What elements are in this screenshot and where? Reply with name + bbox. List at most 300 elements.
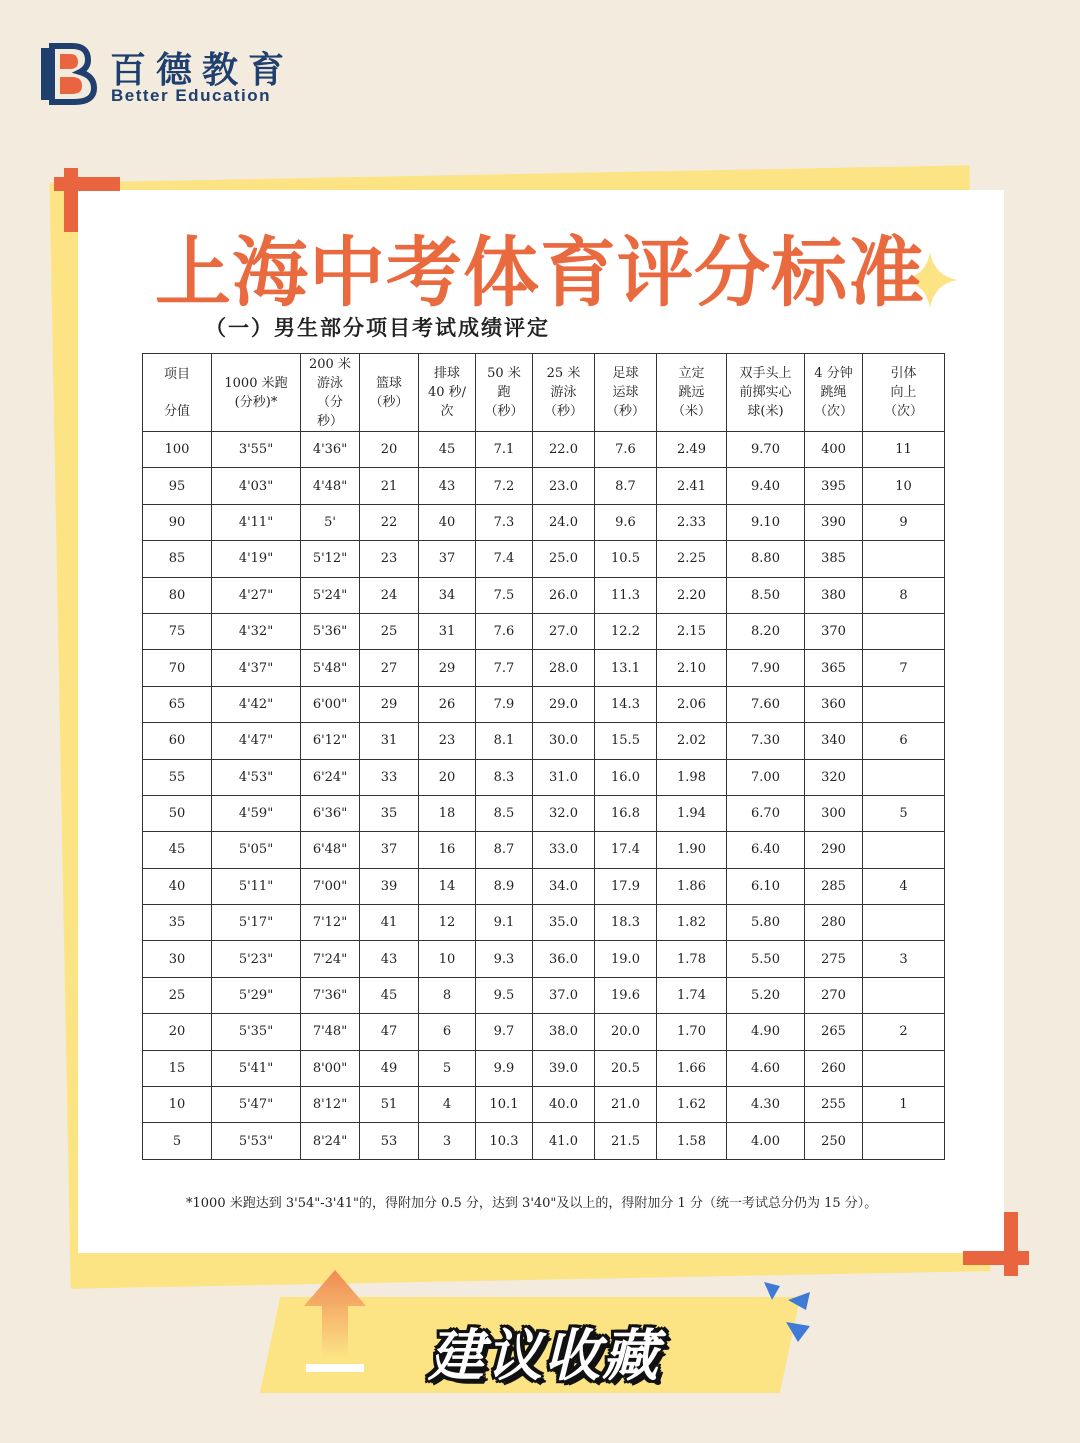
table-cell: 285: [805, 868, 863, 904]
table-cell: 7.00: [727, 759, 805, 795]
table-cell: 1.70: [657, 1014, 727, 1050]
table-cell: [863, 613, 945, 649]
table-cell: 13.1: [595, 650, 657, 686]
table-cell: 100: [143, 432, 212, 468]
column-header-line: 50 米: [487, 366, 521, 381]
table-cell: 30: [143, 941, 212, 977]
table-cell: 8'12": [301, 1087, 360, 1123]
table-cell: 6'48": [301, 832, 360, 868]
table-cell: 25: [143, 977, 212, 1013]
table-cell: 6.10: [727, 868, 805, 904]
table-cell: 21: [360, 468, 419, 504]
table-cell: 35: [360, 795, 419, 831]
table-cell: 365: [805, 650, 863, 686]
table-cell: 8.9: [476, 868, 533, 904]
table-cell: 4.60: [727, 1050, 805, 1086]
up-arrow-icon: [302, 1268, 368, 1374]
table-cell: 34: [419, 577, 476, 613]
table-cell: 1.94: [657, 795, 727, 831]
table-cell: 4'59": [212, 795, 301, 831]
table-cell: 22: [360, 504, 419, 540]
table-cell: 260: [805, 1050, 863, 1086]
table-subtitle: （一）男生部分项目考试成绩评定: [205, 315, 550, 340]
table-cell: 2.49: [657, 432, 727, 468]
table-cell: 2.02: [657, 723, 727, 759]
table-cell: 7: [863, 650, 945, 686]
table-cell: 2.41: [657, 468, 727, 504]
table-cell: 6.70: [727, 795, 805, 831]
column-header-line: 立定: [678, 366, 705, 381]
table-cell: 7'36": [301, 977, 360, 1013]
table-cell: [863, 1123, 945, 1159]
column-header-line: （次）: [813, 404, 853, 419]
table-cell: 38.0: [533, 1014, 595, 1050]
table-cell: 3: [419, 1123, 476, 1159]
table-cell: 2.33: [657, 504, 727, 540]
table-cell: 12: [419, 905, 476, 941]
table-cell: 5'11": [212, 868, 301, 904]
table-cell: 4'03": [212, 468, 301, 504]
table-cell: 5'23": [212, 941, 301, 977]
table-cell: 37: [360, 832, 419, 868]
table-cell: 4'11": [212, 504, 301, 540]
column-header-line: 足球: [612, 366, 639, 381]
table-row: [143, 468, 945, 504]
table-cell: 8.7: [476, 832, 533, 868]
column-header-line: 游泳: [316, 375, 343, 391]
table-cell: 23.0: [533, 468, 595, 504]
table-cell: 1.58: [657, 1123, 727, 1159]
table-cell: 41: [360, 905, 419, 941]
table-cell: 15: [143, 1050, 212, 1086]
column-header: [419, 354, 476, 432]
table-cell: 45: [419, 432, 476, 468]
table-cell: 18.3: [595, 905, 657, 941]
table-cell: [863, 905, 945, 941]
column-header: [863, 354, 945, 432]
table-cell: 7.3: [476, 504, 533, 540]
table-cell: 22.0: [533, 432, 595, 468]
table-cell: 17.4: [595, 832, 657, 868]
table-cell: 300: [805, 795, 863, 831]
table-cell: 5'24": [301, 577, 360, 613]
table-cell: 7.30: [727, 723, 805, 759]
table-cell: 23: [360, 541, 419, 577]
table-cell: 3: [863, 941, 945, 977]
column-header: [301, 354, 360, 432]
table-cell: 360: [805, 686, 863, 722]
table-cell: 35.0: [533, 905, 595, 941]
table-cell: 10: [863, 468, 945, 504]
table-cell: 380: [805, 577, 863, 613]
table-cell: 275: [805, 941, 863, 977]
table-cell: 7.4: [476, 541, 533, 577]
table-cell: 5'53": [212, 1123, 301, 1159]
table-cell: [863, 541, 945, 577]
table-cell: 27.0: [533, 613, 595, 649]
table-cell: 1: [863, 1087, 945, 1123]
table-cell: 2.06: [657, 686, 727, 722]
table-cell: 7.5: [476, 577, 533, 613]
table-cell: 9.10: [727, 504, 805, 540]
table-cell: 1.82: [657, 905, 727, 941]
table-cell: 6: [419, 1014, 476, 1050]
table-cell: 5'29": [212, 977, 301, 1013]
table-cell: 5'05": [212, 832, 301, 868]
column-header-line: 球(米): [747, 404, 784, 419]
table-cell: 9.6: [595, 504, 657, 540]
table-cell: 80: [143, 577, 212, 613]
table-cell: 9.5: [476, 977, 533, 1013]
brand-logo: [38, 40, 338, 112]
table-cell: 25.0: [533, 541, 595, 577]
table-cell: 15.5: [595, 723, 657, 759]
table-cell: 27: [360, 650, 419, 686]
column-header-line: 秒）: [316, 413, 343, 429]
table-cell: 24: [360, 577, 419, 613]
column-header: [657, 354, 727, 432]
table-cell: 280: [805, 905, 863, 941]
table-cell: 26: [419, 686, 476, 722]
column-header-line: （秒）: [605, 404, 645, 419]
table-cell: 9: [863, 504, 945, 540]
table-cell: 12.2: [595, 613, 657, 649]
table-cell: 11.3: [595, 577, 657, 613]
table-cell: 34.0: [533, 868, 595, 904]
rays-icon: [758, 1278, 818, 1352]
table-cell: 8: [863, 577, 945, 613]
table-cell: 265: [805, 1014, 863, 1050]
table-row: [143, 577, 945, 613]
table-row: [143, 868, 945, 904]
table-cell: 14: [419, 868, 476, 904]
table-cell: 29: [419, 650, 476, 686]
table-cell: 41.0: [533, 1123, 595, 1159]
table-cell: 2: [863, 1014, 945, 1050]
table-cell: 2.10: [657, 650, 727, 686]
table-cell: 16: [419, 832, 476, 868]
table-cell: 1.62: [657, 1087, 727, 1123]
table-row: [143, 1087, 945, 1123]
table-cell: 5: [419, 1050, 476, 1086]
table-cell: 9.3: [476, 941, 533, 977]
table-cell: 10.3: [476, 1123, 533, 1159]
table-cell: 20: [360, 432, 419, 468]
table-cell: 28.0: [533, 650, 595, 686]
table-cell: 43: [419, 468, 476, 504]
logo-b-icon: [38, 40, 102, 106]
table-cell: 4'36": [301, 432, 360, 468]
table-cell: 40: [143, 868, 212, 904]
column-header-line: 篮球: [375, 375, 402, 391]
table-cell: 7.6: [595, 432, 657, 468]
table-cell: 9.9: [476, 1050, 533, 1086]
table-cell: 4'19": [212, 541, 301, 577]
table-cell: 7.7: [476, 650, 533, 686]
table-cell: 5'12": [301, 541, 360, 577]
table-cell: 33.0: [533, 832, 595, 868]
table-cell: [863, 832, 945, 868]
table-cell: 5.80: [727, 905, 805, 941]
table-cell: 4'32": [212, 613, 301, 649]
table-cell: 5.20: [727, 977, 805, 1013]
table-cell: 19.0: [595, 941, 657, 977]
table-cell: 395: [805, 468, 863, 504]
table-cell: 31: [360, 723, 419, 759]
table-cell: 45: [143, 832, 212, 868]
table-cell: 3'55": [212, 432, 301, 468]
table-cell: 1.90: [657, 832, 727, 868]
table-row: [143, 941, 945, 977]
table-cell: 6'36": [301, 795, 360, 831]
table-cell: 26.0: [533, 577, 595, 613]
column-header: [212, 354, 301, 432]
table-cell: 4'47": [212, 723, 301, 759]
table-cell: 24.0: [533, 504, 595, 540]
table-cell: 1.74: [657, 977, 727, 1013]
corner-bracket-bottom-right: [963, 1251, 1029, 1265]
column-header-line: 25 米: [546, 366, 581, 381]
column-header-line: （米）: [671, 404, 711, 419]
table-cell: 8'00": [301, 1050, 360, 1086]
table-cell: 7'48": [301, 1014, 360, 1050]
table-cell: 53: [360, 1123, 419, 1159]
table-cell: 290: [805, 832, 863, 868]
column-header-line: 4 分钟: [814, 366, 853, 381]
column-header: [143, 354, 212, 432]
table-cell: 16.0: [595, 759, 657, 795]
table-row: [143, 1050, 945, 1086]
table-cell: 43: [360, 941, 419, 977]
table-cell: 1.78: [657, 941, 727, 977]
column-header-line: （分: [316, 394, 343, 410]
table-cell: 8.5: [476, 795, 533, 831]
column-header-line: 向上: [890, 385, 917, 400]
table-cell: 9.1: [476, 905, 533, 941]
table-cell: 2.20: [657, 577, 727, 613]
table-cell: 5'47": [212, 1087, 301, 1123]
table-cell: 31.0: [533, 759, 595, 795]
table-cell: 4'37": [212, 650, 301, 686]
table-cell: [863, 1050, 945, 1086]
table-cell: 8.1: [476, 723, 533, 759]
table-cell: 23: [419, 723, 476, 759]
table-cell: 7'00": [301, 868, 360, 904]
table-cell: 40: [419, 504, 476, 540]
table-cell: 5': [301, 504, 360, 540]
table-row: [143, 977, 945, 1013]
table-cell: [863, 977, 945, 1013]
table-cell: 65: [143, 686, 212, 722]
table-cell: 385: [805, 541, 863, 577]
table-cell: 7.1: [476, 432, 533, 468]
table-cell: 340: [805, 723, 863, 759]
column-header: [727, 354, 805, 432]
table-cell: 9.7: [476, 1014, 533, 1050]
table-cell: 17.9: [595, 868, 657, 904]
table-row: [143, 686, 945, 722]
table-cell: 2.25: [657, 541, 727, 577]
column-header-line: 游泳: [550, 385, 577, 400]
bookmark-callout: 建议收藏: [428, 1324, 660, 1389]
table-cell: 10: [419, 941, 476, 977]
table-cell: 37: [419, 541, 476, 577]
table-cell: 40.0: [533, 1087, 595, 1123]
column-header-line: （秒）: [369, 394, 409, 410]
table-cell: 21.0: [595, 1087, 657, 1123]
column-header-line: 引体: [890, 366, 917, 381]
table-cell: 270: [805, 977, 863, 1013]
table-cell: 1.98: [657, 759, 727, 795]
table-cell: 50: [143, 795, 212, 831]
table-cell: 19.6: [595, 977, 657, 1013]
table-row: [143, 504, 945, 540]
table-cell: 4: [863, 868, 945, 904]
table-row: [143, 432, 945, 468]
table-cell: 20.5: [595, 1050, 657, 1086]
column-header-line: 项目: [163, 366, 190, 382]
column-header-line: （次）: [883, 404, 923, 419]
table-cell: 2.15: [657, 613, 727, 649]
table-row: [143, 613, 945, 649]
table-cell: 33: [360, 759, 419, 795]
table-cell: 8.20: [727, 613, 805, 649]
table-cell: 36.0: [533, 941, 595, 977]
column-header: [595, 354, 657, 432]
table-cell: 18: [419, 795, 476, 831]
table-cell: 90: [143, 504, 212, 540]
table-cell: 6'12": [301, 723, 360, 759]
table-cell: 60: [143, 723, 212, 759]
table-cell: 4'42": [212, 686, 301, 722]
table-row: [143, 541, 945, 577]
table-cell: 29.0: [533, 686, 595, 722]
table-cell: 70: [143, 650, 212, 686]
table-cell: 75: [143, 613, 212, 649]
table-cell: 5'48": [301, 650, 360, 686]
table-cell: 45: [360, 977, 419, 1013]
table-cell: 6: [863, 723, 945, 759]
table-cell: 1.66: [657, 1050, 727, 1086]
table-cell: 1.86: [657, 868, 727, 904]
table-cell: 5'41": [212, 1050, 301, 1086]
table-row: [143, 759, 945, 795]
table-cell: 5'35": [212, 1014, 301, 1050]
table-cell: 7'12": [301, 905, 360, 941]
table-cell: 8: [419, 977, 476, 1013]
table-cell: 31: [419, 613, 476, 649]
table-cell: 4.00: [727, 1123, 805, 1159]
table-cell: 20: [143, 1014, 212, 1050]
table-cell: 4.90: [727, 1014, 805, 1050]
table-cell: 320: [805, 759, 863, 795]
table-cell: 14.3: [595, 686, 657, 722]
table-row: [143, 1014, 945, 1050]
column-header-line: 双手头上: [739, 366, 792, 381]
column-header-line: (分秒)*: [234, 394, 278, 410]
table-cell: 7.6: [476, 613, 533, 649]
table-cell: 9.70: [727, 432, 805, 468]
column-header-line: 次: [440, 404, 454, 419]
table-cell: 390: [805, 504, 863, 540]
table-cell: 55: [143, 759, 212, 795]
column-header: [360, 354, 419, 432]
column-header-line: 跑: [497, 385, 511, 400]
column-header-line: 前掷实心: [739, 385, 792, 400]
table-row: [143, 650, 945, 686]
column-header-line: 1000 米跑: [224, 375, 288, 391]
table-cell: 51: [360, 1087, 419, 1123]
table-cell: 39.0: [533, 1050, 595, 1086]
table-cell: 95: [143, 468, 212, 504]
table-cell: 20.0: [595, 1014, 657, 1050]
column-header-line: （秒）: [543, 404, 583, 419]
column-header-line: 200 米: [309, 356, 351, 372]
table-cell: 5: [863, 795, 945, 831]
corner-bracket-bottom-right-vertical: [1004, 1212, 1018, 1276]
table-cell: 8.7: [595, 468, 657, 504]
table-row: [143, 832, 945, 868]
table-cell: 20: [419, 759, 476, 795]
table-cell: 7.9: [476, 686, 533, 722]
table-cell: 7'24": [301, 941, 360, 977]
column-header: [805, 354, 863, 432]
column-header-line: 运球: [612, 385, 639, 400]
table-cell: 5: [143, 1123, 212, 1159]
column-header: [476, 354, 533, 432]
table-cell: 5.50: [727, 941, 805, 977]
table-row: [143, 1123, 945, 1159]
brand-name-en: Better Education: [111, 86, 272, 105]
table-cell: 39: [360, 868, 419, 904]
table-cell: 7.2: [476, 468, 533, 504]
table-cell: 85: [143, 541, 212, 577]
table-cell: 47: [360, 1014, 419, 1050]
table-cell: 25: [360, 613, 419, 649]
table-cell: 4.30: [727, 1087, 805, 1123]
column-header-line: 排球: [433, 366, 460, 381]
table-cell: 5'36": [301, 613, 360, 649]
table-cell: 8'24": [301, 1123, 360, 1159]
table-row: [143, 723, 945, 759]
table-cell: 4'27": [212, 577, 301, 613]
table-cell: 21.5: [595, 1123, 657, 1159]
table-cell: [863, 759, 945, 795]
table-cell: 35: [143, 905, 212, 941]
table-cell: 10: [143, 1087, 212, 1123]
table-cell: 7.90: [727, 650, 805, 686]
table-cell: 37.0: [533, 977, 595, 1013]
table-cell: 8.3: [476, 759, 533, 795]
table-cell: 255: [805, 1087, 863, 1123]
column-header-line: 跳绳: [820, 385, 847, 400]
column-header-line: （秒）: [484, 404, 524, 419]
table-row: [143, 905, 945, 941]
table-cell: 9.40: [727, 468, 805, 504]
page-title: 上海中考体育评分标准: [155, 228, 925, 317]
table-cell: 30.0: [533, 723, 595, 759]
table-cell: 29: [360, 686, 419, 722]
column-header-line: 跳远: [678, 385, 705, 400]
brand-name: 百德教育: [110, 50, 295, 91]
table-cell: 370: [805, 613, 863, 649]
table-cell: 400: [805, 432, 863, 468]
table-body: [143, 432, 945, 1160]
footnote: *1000 米跑达到 3'54"-3'41"的，得附加分 0.5 分，达到 3'40"及以上的，得附加分 1 分（统一考试总分仍为 15 分）。: [186, 1196, 878, 1211]
table-cell: 10.5: [595, 541, 657, 577]
table-cell: 6'24": [301, 759, 360, 795]
table-row: [143, 795, 945, 831]
